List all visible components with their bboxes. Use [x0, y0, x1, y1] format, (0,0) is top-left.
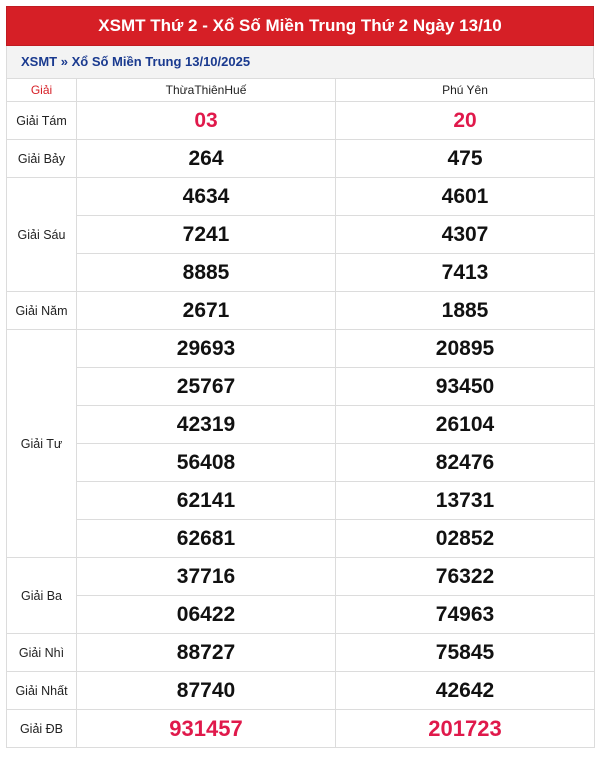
- prize-number: 74963: [336, 596, 595, 634]
- table-row: [7, 444, 595, 482]
- table-row: [7, 216, 595, 254]
- table-row: [7, 710, 595, 748]
- prize-label: Giải Bảy: [7, 140, 77, 178]
- prize-number: 37716: [77, 558, 336, 596]
- table-row: [7, 140, 595, 178]
- prize-label: Giải ĐB: [7, 710, 77, 748]
- column-header-province-2[interactable]: Phú Yên: [336, 79, 595, 102]
- prize-number: 4307: [336, 216, 595, 254]
- breadcrumb-separator: »: [60, 54, 68, 69]
- table-row: [7, 178, 595, 216]
- prize-number: 82476: [336, 444, 595, 482]
- prize-label: Giải Tư: [7, 330, 77, 558]
- prize-number: 75845: [336, 634, 595, 672]
- table-row: [7, 406, 595, 444]
- prize-number: 25767: [77, 368, 336, 406]
- table-row: [7, 330, 595, 368]
- page-title: XSMT Thứ 2 - Xổ Số Miền Trung Thứ 2 Ngày 13/10: [6, 6, 594, 46]
- breadcrumb-current[interactable]: Xổ Số Miền Trung 13/10/2025: [71, 54, 251, 69]
- prize-number: 56408: [77, 444, 336, 482]
- prize-number: 4601: [336, 178, 595, 216]
- table-row: [7, 520, 595, 558]
- prize-number: 88727: [77, 634, 336, 672]
- prize-number: 03: [77, 102, 336, 140]
- prize-number: 931457: [77, 710, 336, 748]
- table-row: [7, 558, 595, 596]
- table-row: [7, 482, 595, 520]
- prize-number: 02852: [336, 520, 595, 558]
- table-row: [7, 102, 595, 140]
- prize-number: 42642: [336, 672, 595, 710]
- prize-number: 201723: [336, 710, 595, 748]
- prize-number: 7241: [77, 216, 336, 254]
- prize-number: 26104: [336, 406, 595, 444]
- results-table: [6, 78, 595, 748]
- results-body: [7, 102, 595, 748]
- prize-number: 4634: [77, 178, 336, 216]
- table-row: [7, 596, 595, 634]
- prize-number: 1885: [336, 292, 595, 330]
- table-row: [7, 254, 595, 292]
- prize-number: 8885: [77, 254, 336, 292]
- prize-number: 20: [336, 102, 595, 140]
- results-panel: [6, 6, 594, 748]
- column-header-prize: Giải: [7, 79, 77, 102]
- table-row: [7, 292, 595, 330]
- prize-number: 87740: [77, 672, 336, 710]
- prize-number: 62141: [77, 482, 336, 520]
- prize-number: 13731: [336, 482, 595, 520]
- table-row: [7, 634, 595, 672]
- prize-label: Giải Sáu: [7, 178, 77, 292]
- prize-label: Giải Tám: [7, 102, 77, 140]
- breadcrumb-home-link[interactable]: XSMT: [21, 54, 58, 69]
- prize-number: 76322: [336, 558, 595, 596]
- prize-number: 7413: [336, 254, 595, 292]
- table-header-row: [7, 79, 595, 102]
- prize-label: Giải Nhất: [7, 672, 77, 710]
- table-row: [7, 672, 595, 710]
- prize-number: 20895: [336, 330, 595, 368]
- prize-label: Giải Năm: [7, 292, 77, 330]
- breadcrumb: [6, 46, 594, 78]
- prize-number: 29693: [77, 330, 336, 368]
- prize-number: 2671: [77, 292, 336, 330]
- column-header-province-1[interactable]: ThừaThiênHuế: [77, 79, 336, 102]
- prize-number: 93450: [336, 368, 595, 406]
- prize-number: 42319: [77, 406, 336, 444]
- prize-number: 264: [77, 140, 336, 178]
- prize-label: Giải Ba: [7, 558, 77, 634]
- prize-label: Giải Nhì: [7, 634, 77, 672]
- prize-number: 475: [336, 140, 595, 178]
- prize-number: 06422: [77, 596, 336, 634]
- prize-number: 62681: [77, 520, 336, 558]
- table-row: [7, 368, 595, 406]
